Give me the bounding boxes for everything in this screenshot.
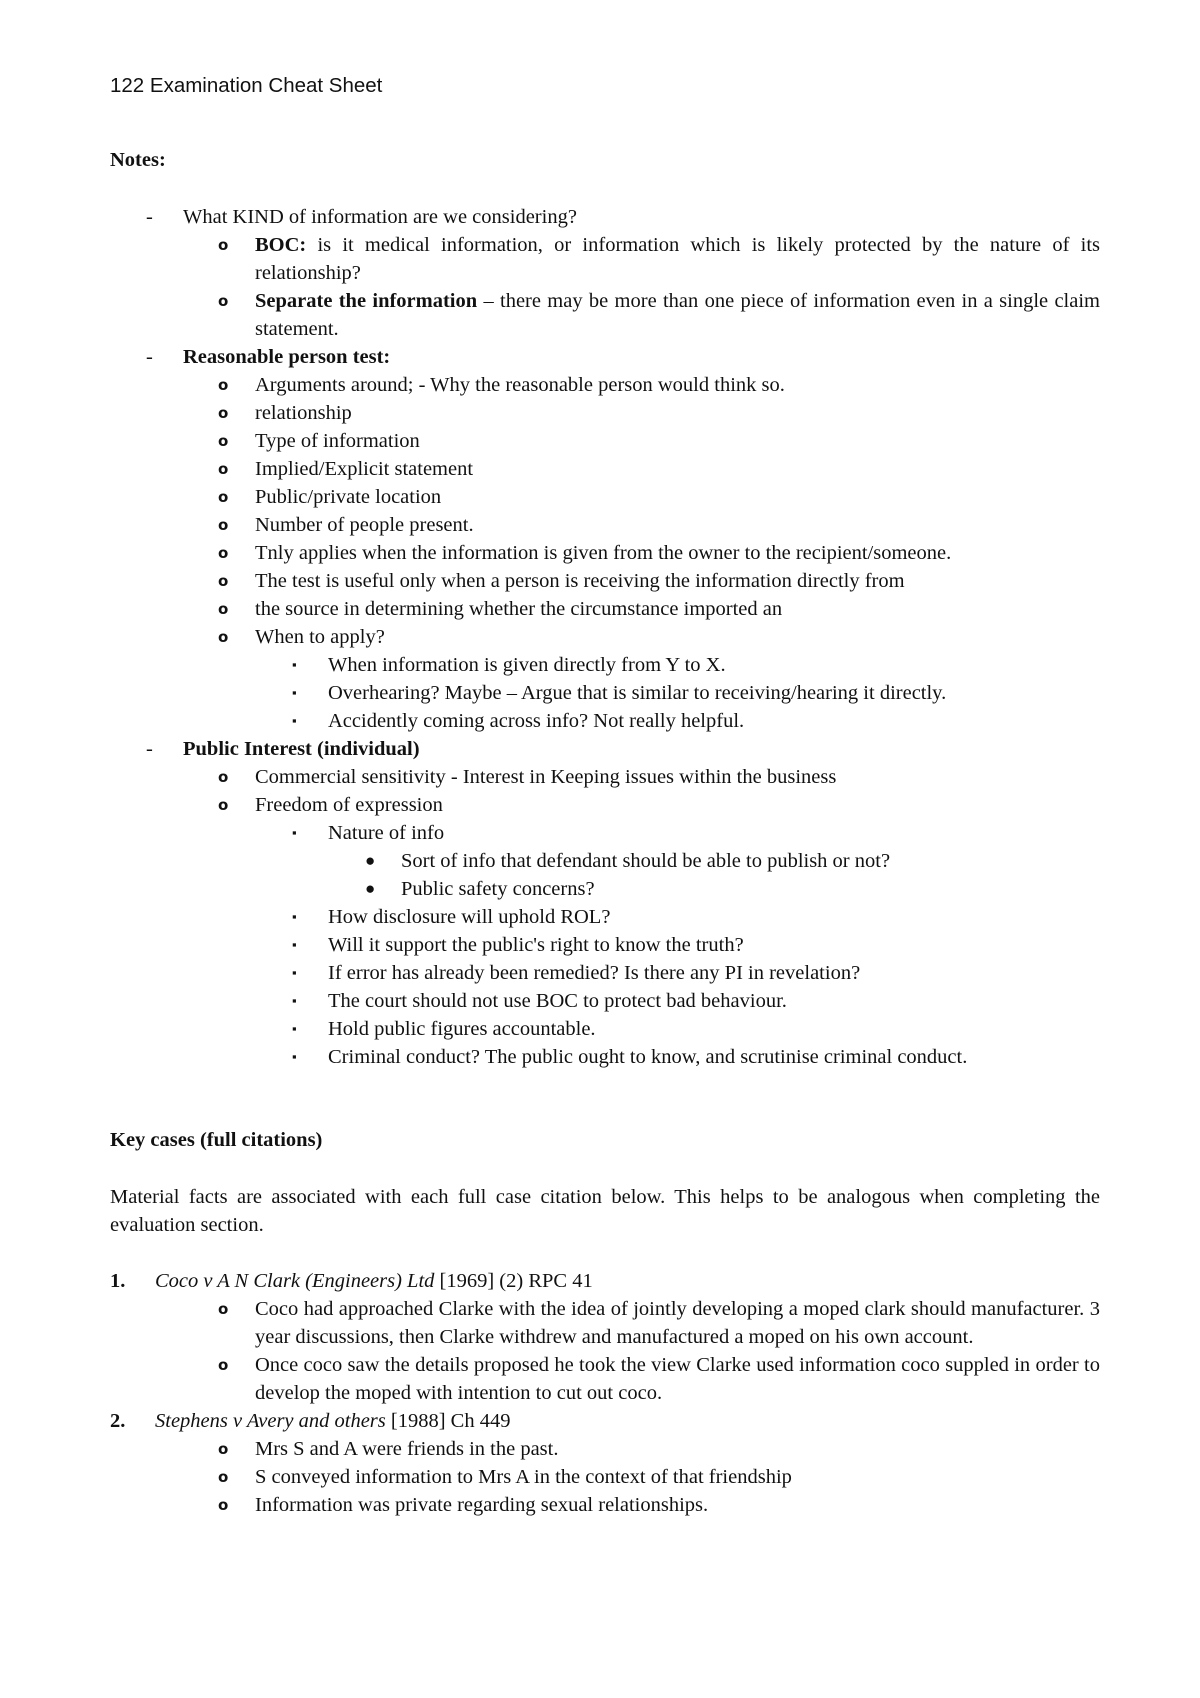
list-item <box>110 427 1100 455</box>
list-item <box>110 567 1100 595</box>
case-fact <box>110 1491 1100 1519</box>
circle-bullet: o <box>218 1468 229 1486</box>
circle-bullet: o <box>218 432 229 450</box>
circle-bullet: o <box>218 292 229 310</box>
item-text: Public safety concerns? <box>401 878 595 900</box>
item-text: Arguments around; - Why the reasonable person would think so. <box>255 374 785 396</box>
dash-bullet: - <box>146 206 153 228</box>
list-item <box>110 847 1100 875</box>
list-item <box>110 231 1100 287</box>
circle-bullet: o <box>218 516 229 534</box>
circle-bullet: o <box>218 768 229 786</box>
dash-bullet: - <box>146 346 153 368</box>
item-text: Will it support the public's right to know the truth? <box>328 934 744 956</box>
item-label: Public Interest (individual) <box>183 738 420 760</box>
case-fact <box>110 1351 1100 1407</box>
square-bullet: ▪ <box>292 909 297 924</box>
circle-bullet: o <box>218 796 229 814</box>
item-text: Number of people present. <box>255 514 474 536</box>
square-bullet: ▪ <box>292 657 297 672</box>
circle-bullet: o <box>218 404 229 422</box>
case-citation: [1969] (2) RPC 41 <box>434 1270 593 1292</box>
item-text: the source in determining whether the circumstance imported an <box>255 598 783 620</box>
circle-bullet: o <box>218 460 229 478</box>
item-text: is it medical information, or information which is likely protected by the nature of its relationship? <box>255 234 1100 284</box>
case-name: Stephens v Avery and others <box>155 1410 386 1432</box>
item-text: What KIND of information are we considering? <box>183 206 577 228</box>
circle-bullet: o <box>218 600 229 618</box>
fact-text: Information was private regarding sexual relationships. <box>255 1494 709 1516</box>
list-item <box>110 679 1100 707</box>
item-text: Type of information <box>255 430 420 452</box>
list-item <box>110 1015 1100 1043</box>
item-text: Sort of info that defendant should be able to publish or not? <box>401 850 891 872</box>
square-bullet: ▪ <box>292 825 297 840</box>
square-bullet: ▪ <box>292 1049 297 1064</box>
item-text: Implied/Explicit statement <box>255 458 474 480</box>
case-citation: [1988] Ch 449 <box>385 1410 511 1432</box>
cases-list <box>110 1267 1100 1519</box>
case-number: 1. <box>110 1270 126 1292</box>
list-item <box>110 539 1100 567</box>
case-fact <box>110 1463 1100 1491</box>
notes-heading: Notes: <box>110 149 166 171</box>
list-item <box>110 595 1100 623</box>
item-text: – there may be more than one piece of information even in a single claim statement. <box>255 290 1100 340</box>
list-item <box>110 875 1100 903</box>
item-text: The court should not use BOC to protect bad behaviour. <box>328 990 787 1012</box>
square-bullet: ▪ <box>292 1021 297 1036</box>
circle-bullet: o <box>218 488 229 506</box>
item-text: Nature of info <box>328 822 445 844</box>
item-text: When to apply? <box>255 626 385 648</box>
fact-text: Coco had approached Clarke with the idea of jointly developing a moped clark should manufacturer. 3 year discussions, then Clarke withdrew and manufactured a moped on his own account. <box>255 1298 1100 1348</box>
item-text: How disclosure will uphold ROL? <box>328 906 611 928</box>
square-bullet: ▪ <box>292 993 297 1008</box>
list-item <box>110 651 1100 679</box>
list-item <box>110 287 1100 343</box>
item-text: Accidently coming across info? Not really helpful. <box>328 710 745 732</box>
list-item <box>110 707 1100 735</box>
circle-bullet: o <box>218 1440 229 1458</box>
notes-list <box>110 203 1100 1071</box>
circle-bullet: o <box>218 1356 229 1374</box>
list-item <box>110 931 1100 959</box>
case-item <box>110 1267 1100 1295</box>
circle-bullet: o <box>218 376 229 394</box>
circle-bullet: o <box>218 544 229 562</box>
list-item <box>110 987 1100 1015</box>
list-item <box>110 511 1100 539</box>
square-bullet: ▪ <box>292 937 297 952</box>
square-bullet: ▪ <box>292 713 297 728</box>
list-item <box>110 203 1100 231</box>
item-text: Criminal conduct? The public ought to know, and scrutinise criminal conduct. <box>328 1046 968 1068</box>
list-item <box>110 623 1100 651</box>
item-text: Commercial sensitivity - Interest in Keeping issues within the business <box>255 766 837 788</box>
item-text: Overhearing? Maybe – Argue that is similar to receiving/hearing it directly. <box>328 682 947 704</box>
square-bullet: ▪ <box>292 685 297 700</box>
square-bullet: ▪ <box>292 965 297 980</box>
item-text: If error has already been remedied? Is there any PI in revelation? <box>328 962 861 984</box>
item-text: The test is useful only when a person is receiving the information directly from <box>255 570 905 592</box>
list-item <box>110 483 1100 511</box>
item-text: relationship <box>255 402 352 424</box>
item-text: Freedom of expression <box>255 794 443 816</box>
list-item <box>110 903 1100 931</box>
fact-text: S conveyed information to Mrs A in the context of that friendship <box>255 1466 792 1488</box>
case-number: 2. <box>110 1410 126 1432</box>
list-item <box>110 791 1100 819</box>
circle-bullet: o <box>218 628 229 646</box>
page-title: 122 Examination Cheat Sheet <box>110 74 383 97</box>
list-item <box>110 371 1100 399</box>
dot-bullet: ● <box>365 851 376 870</box>
list-item <box>110 819 1100 847</box>
dot-bullet: ● <box>365 879 376 898</box>
dash-bullet: - <box>146 738 153 760</box>
circle-bullet: o <box>218 1496 229 1514</box>
list-item <box>110 1043 1100 1071</box>
item-text: When information is given directly from Y to X. <box>328 654 726 676</box>
list-item <box>110 763 1100 791</box>
list-item <box>110 343 1100 371</box>
item-text: Tnly applies when the information is given from the owner to the recipient/someone. <box>255 542 952 564</box>
circle-bullet: o <box>218 572 229 590</box>
circle-bullet: o <box>218 1300 229 1318</box>
fact-text: Mrs S and A were friends in the past. <box>255 1438 559 1460</box>
list-item <box>110 455 1100 483</box>
item-label: BOC: <box>255 234 307 256</box>
item-text: Public/private location <box>255 486 442 508</box>
list-item <box>110 735 1100 763</box>
cases-intro: Material facts are associated with each full case citation below. This helps to be analogous when completing the evaluation section. <box>110 1186 1100 1236</box>
item-label: Separate the information <box>255 290 478 312</box>
item-label: Reasonable person test: <box>183 346 391 368</box>
circle-bullet: o <box>218 236 229 254</box>
list-item <box>110 399 1100 427</box>
case-name: Coco v A N Clark (Engineers) Ltd <box>155 1270 435 1292</box>
fact-text: Once coco saw the details proposed he took the view Clarke used information coco suppled in order to develop the moped with intention to cut out coco. <box>255 1354 1100 1404</box>
case-fact <box>110 1295 1100 1351</box>
cases-heading: Key cases (full citations) <box>110 1129 323 1151</box>
case-fact <box>110 1435 1100 1463</box>
case-item <box>110 1407 1100 1435</box>
list-item <box>110 959 1100 987</box>
item-text: Hold public figures accountable. <box>328 1018 596 1040</box>
